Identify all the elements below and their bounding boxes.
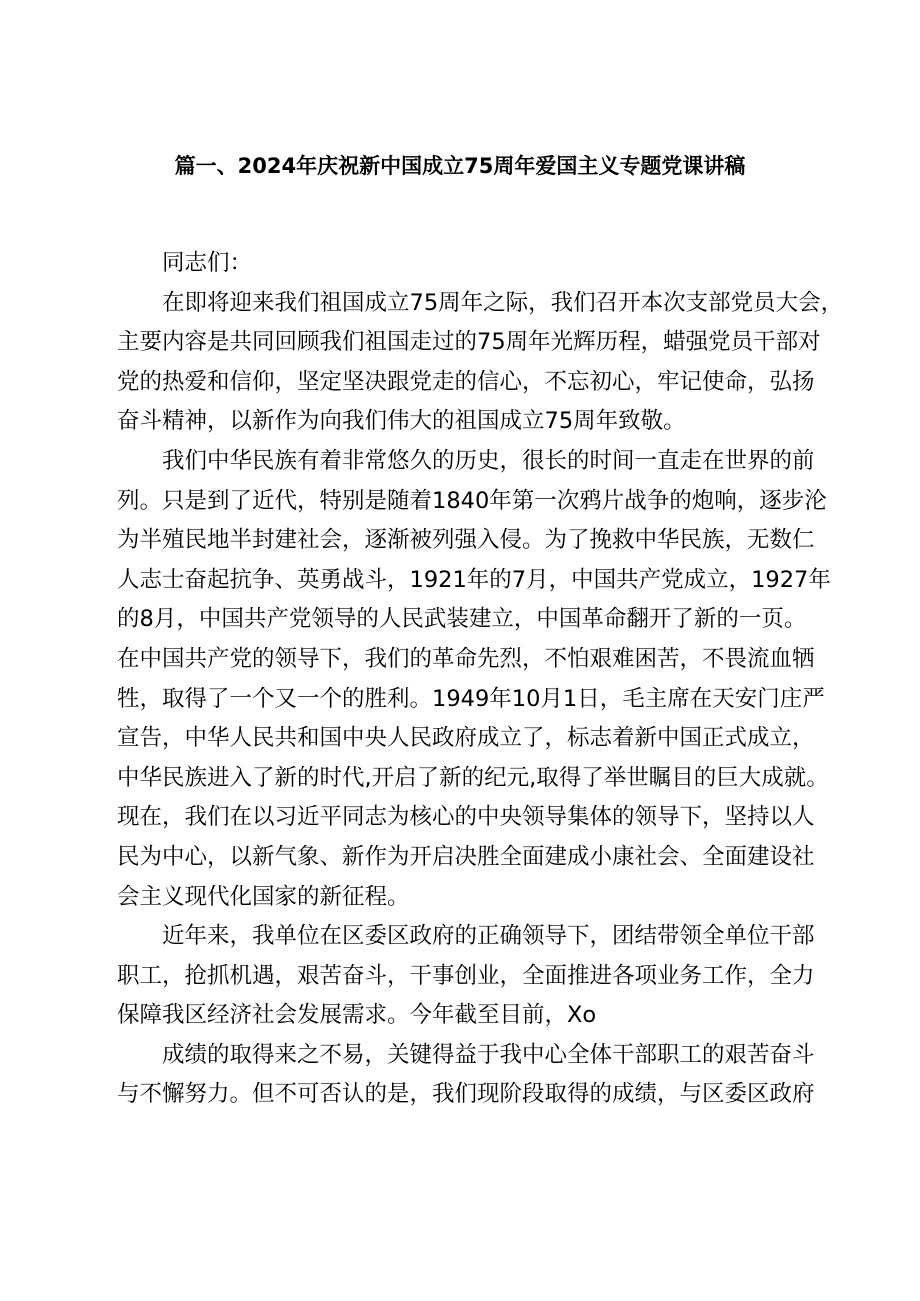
text-line: 中华民族进入了新的时代,开启了新的纪元,取得了举世瞩目的巨大成就。 xyxy=(117,764,829,791)
text-line: 我们中华民族有着非常悠久的历史，很长的时间一直走在世界的前 xyxy=(162,447,815,474)
text-line: 奋斗精神，以新作为向我们伟大的祖国成立75周年致敬。 xyxy=(117,408,686,435)
text-line: 与不懈努力。但不可否认的是，我们现阶段取得的成绩，与区委区政府 xyxy=(117,1081,815,1108)
document-body xyxy=(117,244,844,1115)
text-line: 为半殖民地半封建社会，逐渐被列强入侵。为了挽救中华民族，无数仁 xyxy=(117,527,815,554)
document-title: 篇一、2024年庆祝新中国成立75周年爱国主义专题党课讲稿 xyxy=(174,154,746,178)
text-line: 近年来，我单位在区委区政府的正确领导下，团结带领全单位干部 xyxy=(162,923,815,950)
text-line: 现在，我们在以习近平同志为核心的中央领导集体的领导下，坚持以人 xyxy=(117,804,815,831)
text-line: 宣告，中华人民共和国中央人民政府成立了，标志着新中国正式成立， xyxy=(117,725,815,752)
text-line: 同志们： xyxy=(162,250,253,276)
text-line: 职工，抢抓机遇，艰苦奋斗，干事创业，全面推进各项业务工作，全力 xyxy=(117,962,815,989)
text-line: 列。只是到了近代，特别是随着1840年第一次鸦片战争的炮响，逐步沦 xyxy=(117,487,827,514)
text-line: 成绩的取得来之不易，关键得益于我中心全体干部职工的艰苦奋斗 xyxy=(162,1041,815,1068)
text-line: 在即将迎来我们祖国成立75周年之际，我们召开本次支部党员大会， xyxy=(162,289,844,316)
text-line: 主要内容是共同回顾我们祖国走过的75周年光辉历程，蜡强党员干部对 xyxy=(117,329,821,356)
text-line: 人志士奋起抗争、英勇战斗，1921年的7月，中国共产党成立，1927年 xyxy=(117,566,831,593)
text-line: 民为中心，以新气象、新作为开启决胜全面建成小康社会、全面建设社 xyxy=(117,843,815,870)
text-line: 的8月，中国共产党领导的人民武装建立，中国革命翻开了新的一页。 xyxy=(117,606,807,633)
text-line: 在中国共产党的领导下，我们的革命先烈，不怕艰难困苦，不畏流血牺 xyxy=(117,645,815,672)
text-line: 牲，取得了一个又一个的胜利。1949年10月1日，毛主席在天安门庄严 xyxy=(117,685,825,712)
text-line: 保障我区经济社会发展需求。今年截至目前，Xo xyxy=(117,1002,597,1029)
text-line: 党的热爱和信仰，坚定坚决跟党走的信心，不忘初心，牢记使命，弘扬 xyxy=(117,368,815,395)
text-line: 会主义现代化国家的新征程。 xyxy=(117,883,410,910)
